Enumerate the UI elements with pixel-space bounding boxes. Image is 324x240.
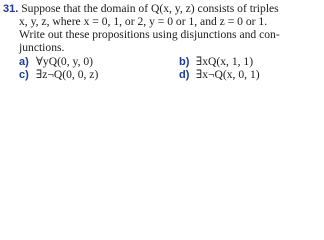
problem-text-line-3: Write out these propositions using disjunctions and con- [19,28,280,41]
part-a [19,55,93,69]
part-d-expression: ∃x¬Q(x, 0, 1) [195,68,260,81]
part-b [179,55,253,69]
problem-text-line-2: x, y, z, where x = 0, 1, or 2, y = 0 or 1, and z = 0 or 1. [19,15,268,28]
problem-text-line-4: junctions. [19,41,65,54]
part-d [179,68,260,82]
exercise-31 [3,2,321,92]
problem-text-line-1: Suppose that the domain of Q(x, y, z) consists of triples [21,2,279,15]
part-c-expression: ∃z¬Q(0, 0, z) [35,68,99,81]
part-b-label: b) [179,56,190,68]
part-a-label: a) [19,56,29,68]
part-b-expression: ∃xQ(x, 1, 1) [195,55,254,68]
part-c [19,68,98,82]
problem-number: 31. [3,3,19,15]
part-a-expression: ∀yQ(0, y, 0) [35,55,94,68]
problem-first-line [3,2,279,16]
part-d-label: d) [179,69,190,81]
part-c-label: c) [19,69,29,81]
